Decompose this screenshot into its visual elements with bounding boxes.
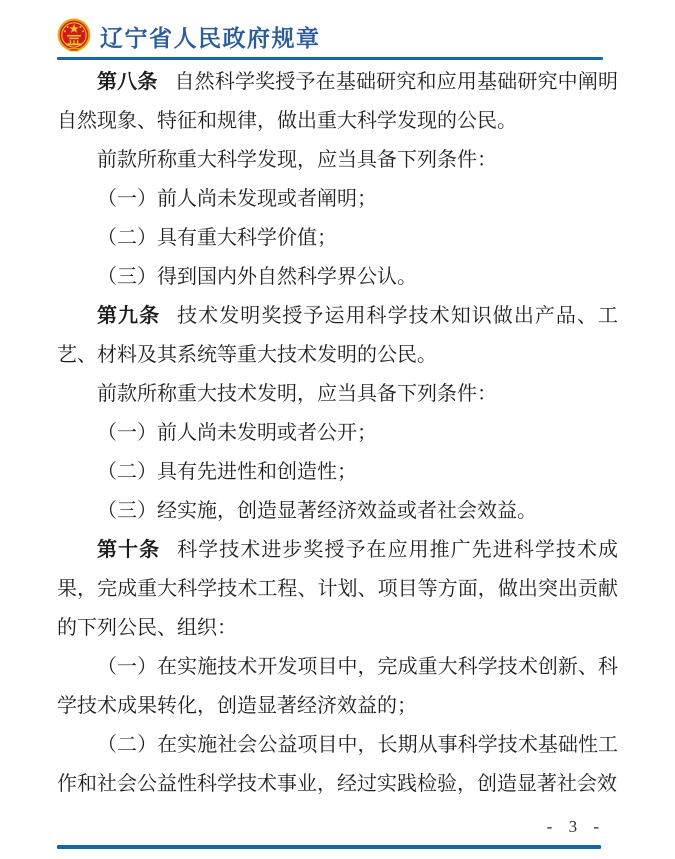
paragraph [57, 492, 618, 531]
article-paragraph [57, 531, 618, 648]
paragraph [57, 414, 618, 453]
paragraph-text: 前款所称重大技术发明，应当具备下列条件： [97, 383, 497, 405]
paragraph [57, 180, 618, 219]
paragraph-text: （一）前人尚未发明或者公开； [97, 422, 377, 444]
page-title: 辽宁省人民政府规章 [100, 25, 321, 51]
footer-divider [57, 845, 601, 849]
paragraph [57, 141, 618, 180]
paragraph-text: （三）得到国内外自然科学界公认。 [97, 266, 417, 288]
paragraph [57, 648, 618, 726]
paragraph [57, 258, 618, 297]
paragraph-text: 技术发明奖授予运用科学技术知识做出产品、工艺、材料及其系统等重大技术发明的公民。 [57, 305, 619, 366]
document-body [57, 63, 618, 804]
paragraph-text: （二）具有先进性和创造性； [97, 461, 357, 483]
paragraph-text: 自然科学奖授予在基础研究和应用基础研究中阐明自然现象、特征和规律，做出重大科学发现的公民。 [57, 71, 618, 132]
article-number: 第九条 [97, 305, 161, 327]
article-number: 第十条 [97, 539, 161, 561]
paragraph-text: （三）经实施，创造显著经济效益或者社会效益。 [97, 500, 537, 522]
paragraph [57, 219, 618, 258]
article-paragraph [57, 63, 618, 141]
paragraph-text: （二）在实施社会公益项目中，长期从事科学技术基础性工作和社会公益性科学技术事业，经过实践检验，创造显著社会效 [57, 734, 618, 795]
paragraph [57, 375, 618, 414]
page-header [56, 16, 321, 56]
paragraph-text: 前款所称重大科学发现，应当具备下列条件： [97, 149, 497, 171]
page-number: - 3 - [546, 817, 603, 836]
paragraph [57, 726, 618, 804]
header-divider [57, 57, 603, 60]
paragraph [57, 453, 618, 492]
paragraph-text: （一）前人尚未发现或者阐明； [97, 188, 377, 210]
article-number: 第八条 [97, 71, 158, 93]
paragraph-text: （一）在实施技术开发项目中，完成重大科学技术创新、科学技术成果转化，创造显著经济效益的； [57, 656, 618, 717]
article-paragraph [57, 297, 618, 375]
paragraph-text: （二）具有重大科学价值； [97, 227, 337, 249]
paragraph-text: 科学技术进步奖授予在应用推广先进科学技术成果，完成重大科学技术工程、计划、项目等方面，做出突出贡献的下列公民、组织： [57, 539, 619, 639]
national-emblem-icon [56, 17, 92, 55]
